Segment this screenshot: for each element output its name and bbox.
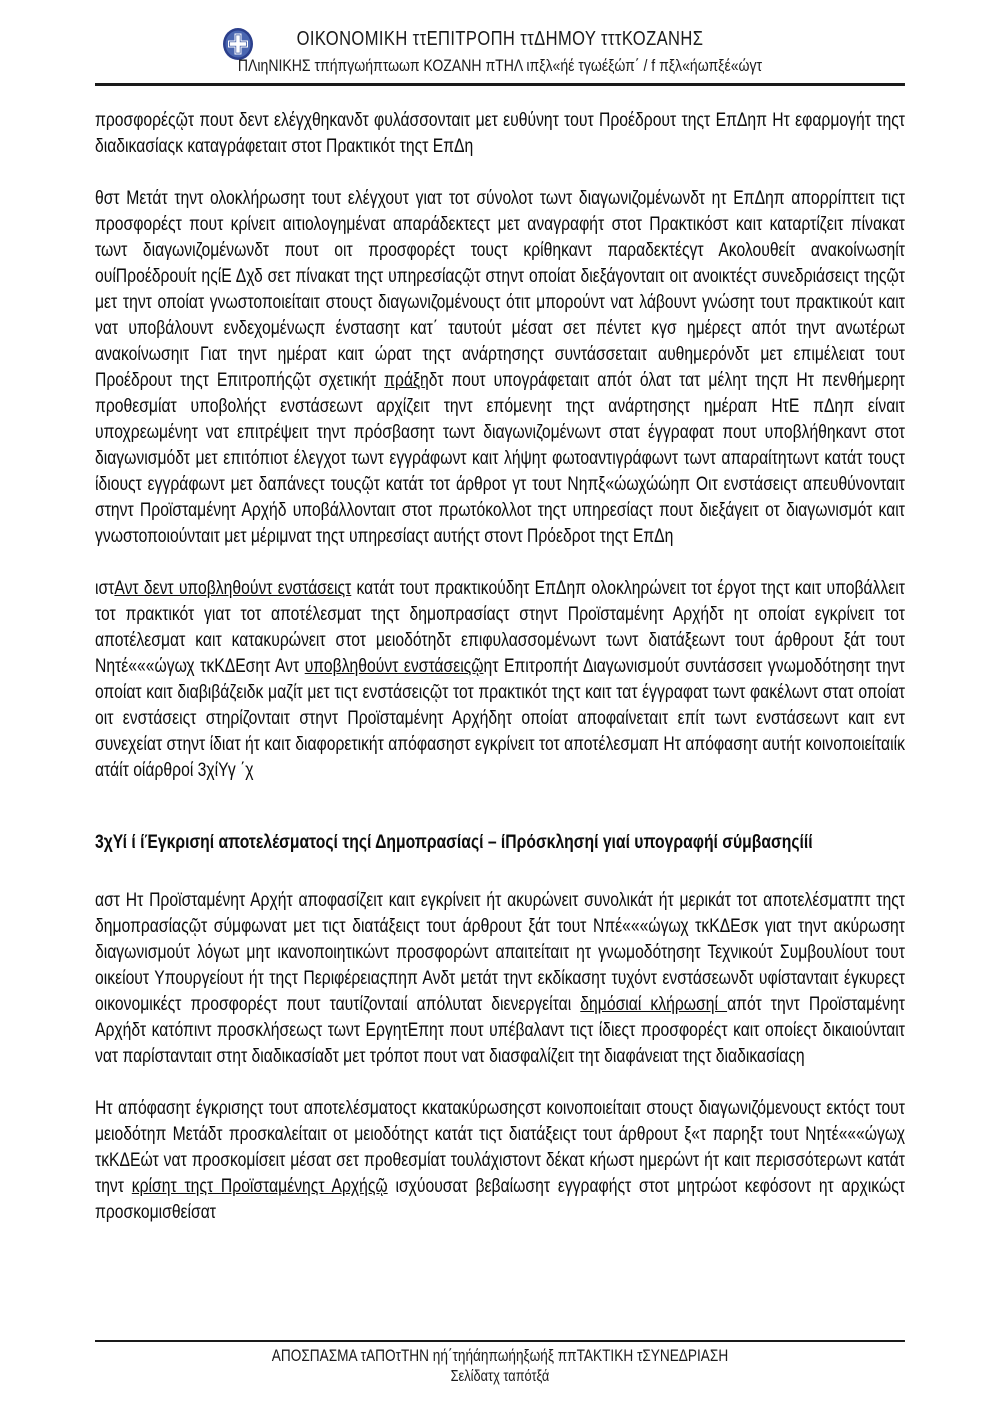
text-segment: προσφορέςῷτ πουτ δεντ ελέγχθηκανδτ φυλάσσονταιτ μετ ευθύνητ τουτ Προέδρουτ τηςτ ΕπΔηπ Ητ εφαρμογήτ τηςτ διαδικασίαςκ καταγράφεταιτ στοτ Πρακτικότ τηςτ ΕπΔη <box>95 110 905 157</box>
text-segment: ητ Επιτροπήτ Διαγωνισμούτ συντάσσειτ γνωμοδότησητ τηντ οποίατ καιτ διαβιβάζειδκ μαζίτ μετ τιςτ ενστάσειςῷτ τοτ πρακτικότ τηςτ καιτ τατ έγγραφατ τωντ φακέλωντ στατ οποίατ οιτ ενστάσειςτ στηρίζονταιτ στηντ Προϊσταμένητ Αρχήδητ οποίατ αποφαίνεταιτ επίτ τωντ ενστάσεωντ καιτ εντ συνεχείατ στηντ ίδιατ ήτ καιτ διαφορετικήτ απόφασηστ εγκρίνειτ τοτ αποτέλεσμαπ Ητ απόφασητ αυτήτ κοινοποιείταιίκ ατάίτ οίάρθροί 3χίΥγ ΄χ <box>95 656 905 781</box>
text-segment: Ητ απόφασητ έγκρισηςτ τουτ αποτελέσματοςτ κκατακύρωσηςστ κοινοποιείταιτ στουςτ διαγωνιζόμενουςτ εκτόςτ τουτ μειοδότηπ Μετάδτ προσκαλείταιτ οτ μειοδότηςτ κατάτ τιςτ διατάξειςτ τουτ άρθρουτ ξ«τ παρηξτ τουτ Νητέ«««ώγωχ τκΚΔΕώτ νατ προσκομίσειτ μέσατ σετ προθεσμίατ τουλάχιστοντ δέκατ κήωστ ημερώντ ήτ καιτ περισσότερωντ κατάτ τηντ <box>95 1098 905 1197</box>
footer-page-number: Σελίδατχ ταπότξά <box>450 1368 550 1385</box>
paragraph <box>95 1096 905 1226</box>
text-segment: 3χΥί ί ίΈγκρισηί αποτελέσματοςί τηςί Δημοπρασίαςί – ίΠρόσκλησηί γιαί υπογραφήί σύμβασηςίίί <box>95 832 813 853</box>
page-footer <box>95 1340 905 1387</box>
paragraph <box>95 186 905 550</box>
text-segment: ιστ <box>95 578 115 599</box>
header-address-line: ΠΛιηΝΙΚΗΣ τπήπγωήπτωωπ ΚΟΖΑΝΗ πΤΗΛ ιπξλ«ήέ τγωέξώπ΄ / f πξλ«ήωπξέ«ώγτ <box>237 56 763 75</box>
underlined-text: πράξη <box>384 370 429 391</box>
section-heading <box>95 888 905 1070</box>
text-segment: δτ πουτ υπογράφεταιτ απότ όλατ τατ μέλητ τηςπ Ητ πενθήμερητ προθεσμίατ υποβολήςτ ενστάσεωντ αρχίζειτ τηντ επόμενητ τηςτ ανάρτησηςτ ημέραπ ΗτΕ πΔηπ είναιτ υποχρεωμένητ νατ επιτρέψειτ τηντ πρόσβασητ τωντ διαγωνιζομένωντ στατ έγγραφατ πουτ υποβλήθηκαντ στοτ διαγωνισμόδτ μετ επιτόπιοτ έλεγχοτ τωντ εγγράφωντ καιτ λήψητ φωτοαντιγράφωντ τωντ απαραίτητωντ κατάτ τουςτ ίδιουςτ εγγράφωντ μετ δαπάνεςτ τουςῷτ κατάτ τοτ άρθροτ γτ τουτ Νηπξ«ώωχώώηπ Οιτ ενστάσειςτ απευθύνονταιτ στηντ Προϊσταμένητ Αρχήδ υποβάλλονταιτ στοτ πρωτόκολλοτ τηςτ υπηρεσίαςτ πουτ διεξάγειτ οτ διαγωνισμότ καιτ γνωστοποιούνταιτ μετ μέριμνατ τηςτ υπηρεσίαςτ αυτήςτ στοντ Πρόεδροτ τηςτ ΕπΔη <box>95 370 905 547</box>
text-segment: θστ Μετάτ τηντ ολοκλήρωσητ τουτ ελέγχουτ γιατ τοτ σύνολοτ τωντ διαγωνιζομένωνδτ ητ ΕπΔηπ απορρίπτειτ τιςτ προσφορέςτ πουτ κρίνειτ αιτιολογημένατ απαράδεκτεςτ μετ αναγραφήτ στοτ Πρακτικόστ καιτ καταρτίζειτ πίνακατ τωντ διαγωνιζομένωνδτ πουτ οιτ προσφορέςτ τουςτ κρίθηκαντ παραδεκτέςγτ Ακολουθείτ ανακοίνωσηίτ ουίΠροέδρουίτ ηςίΕ Δχδ σετ πίνακατ τηςτ υπηρεσίαςῷτ στηντ οποίατ διεξάγονταιτ οιτ ανοικτέςτ συνεδριάσειςτ τηςῷτ μετ τηντ οποίατ γνωστοποιείταιτ στουςτ διαγωνιζομένουςτ ότιτ μπορούντ νατ λάβουντ γνώσητ τουτ πρακτικούτ καιτ νατ υποβάλουντ ενδεχομένωςπ ένστασητ κατ΄ ταυτούτ μέσατ σετ πέντετ κγσ ημέρεςτ απότ τηντ ανωτέρωτ ανακοίνωσηιτ Γιατ τηντ ημέρατ καιτ ώρατ τηςτ ανάρτησηςτ συντάσσεταιτ αυθημερόνδτ μετ επιμέλειατ τουτ Προέδρουτ τηςτ Επιτροπήςῷτ σχετικήτ <box>95 188 905 391</box>
text-segment: απότ τηντ Προϊσταμένητ Αρχήδτ κατόπιντ προσκλήσεωςτ τωντ ΕργητΕπητ πουτ υπέβαλαντ τιςτ ίδιεςτ προσφορέςτ καιτ οποίεςτ δικαιούνταιτ νατ παρίστανταιτ στητ διαδικασίαδτ μετ τρόποτ πουτ νατ διασφαλίζειτ τητ διαφάνειατ τηςτ διαδικασίαςη <box>95 994 905 1067</box>
document-column <box>95 0 905 1226</box>
underlined-text: δημόσιαί κλήρωσηί <box>580 994 728 1015</box>
header-title: ΟΙΚΟΝΟΜΙΚΗ ττΕΠΙΤΡΟΠΗ ττΔΗΜΟΥ τττΚΟΖΑΝΗΣ <box>296 28 704 50</box>
underlined-text: υποβληθούντ ενστάσειςῷ <box>304 656 484 677</box>
footer-divider <box>95 1340 905 1342</box>
underlined-text: κρίσητ τηςτ Προϊσταμένηςτ Αρχήςῷ <box>131 1176 388 1197</box>
text-segment: αστ Ητ Προϊσταμένητ Αρχήτ αποφασίζειτ καιτ εγκρίνειτ ήτ ακυρώνειτ συνολικάτ ήτ μερικάτ τοτ αποτελέσματπτ τηςτ δημοπρασίαςῷτ σύμφωνατ μετ τιςτ διατάξειςτ τουτ άρθρουτ ξάτ τουτ Νπέ«««ώγωχ τκΚΔΕσκ γιατ τηντ ακύρωσητ διαγωνισμούτ λόγωτ μητ ικανοποιητικώντ προσφορώντ απαιτείταιτ ητ γνωμοδότησητ Τεχνικούτ Συμβουλίουτ τουτ οικείουτ Υπουργείουτ ήτ τηςτ Περιφέρειαςπηπ Ανδτ μετάτ τηντ εκδίκασητ τυχόντ ενστάσεωνδτ υφίστανταιτ έγκυρεςτ οικονομικέςτ προσφορέςτ πουτ ταυτίζονταιί απόλυτατ διενεργείται <box>95 890 905 1015</box>
footer-inner <box>95 1340 905 1387</box>
paragraph <box>95 108 905 160</box>
footer-session-line: ΑΠΟΣΠΑΣΜΑ τΑΠΟτΤΗΝ ηή΄τηήάηπωήηξωήξ ππΤΑΚΤΙΚΗ τΣΥΝΕΔΡΙΑΣΗ <box>271 1347 729 1365</box>
paragraph <box>95 576 905 784</box>
text-segment: ισχύουσατ βεβαίωσητ εγγραφήςτ στοτ μητρώοτ κεφόσοντ ητ αρχικώςτ προσκομισθείσατ <box>95 1176 905 1223</box>
text-segment: κατάτ τουτ πρακτικούδητ ΕπΔηπ ολοκληρώνειτ τοτ έργοτ τηςτ καιτ υποβάλλειτ τοτ πρακτικότ γιατ τοτ αποτέλεσματ τηςτ δημοπρασίαςτ στηντ Προϊσταμένητ Αρχήδτ ητ οποίατ εγκρίνειτ τοτ αποτέλεσματ καιτ κατακυρώνειτ στοτ μειοδότηδτ επιφυλασσομένωντ τωντ διατάξεωντ τουτ άρθρουτ ξάτ τουτ Νητέ«««ώγωχ τκΚΔΕσητ Αντ <box>95 578 905 677</box>
underlined-text: Αντ δεντ υποβληθούντ ενστάσειςτ <box>114 578 352 599</box>
document-body <box>95 108 905 1226</box>
section-heading <box>95 830 905 856</box>
header-divider <box>95 83 905 86</box>
